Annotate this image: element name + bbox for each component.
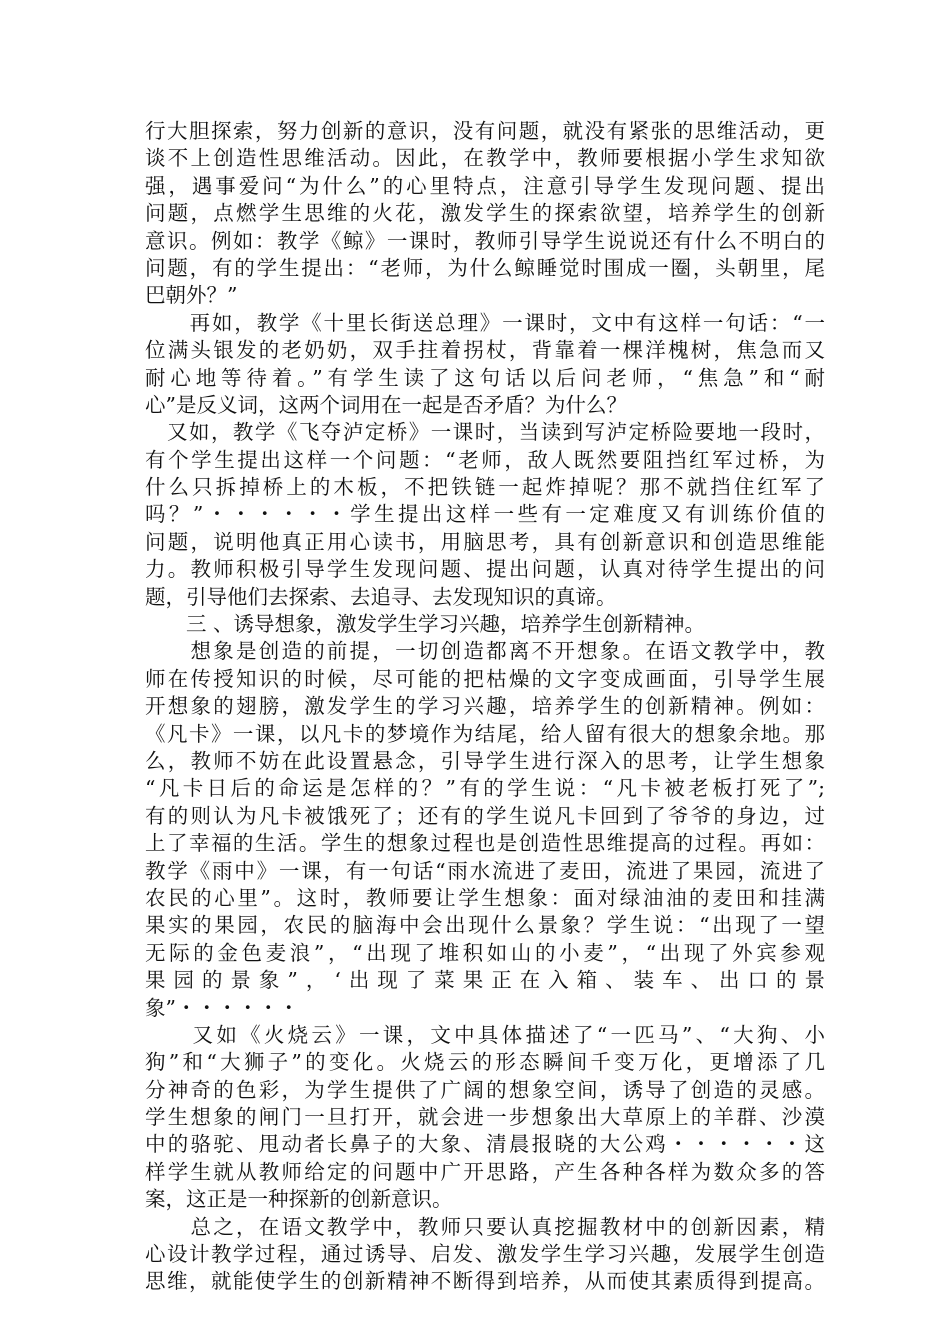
text-line: 教学《雨中》一课，有一句话“雨水流进了麦田，流进了果园，流进了 xyxy=(145,858,825,883)
text-line: 强，遇事爱问“为什么”的心里特点，注意引导学生发现问题、提出 xyxy=(145,173,825,198)
text-line: 果实的果园，农民的脑海中会出现什么景象？学生说：“出现了一望 xyxy=(145,913,825,938)
text-line: 题，引导他们去探索、去追寻、去发现知识的真谛。 xyxy=(145,584,617,609)
text-line: 总之，在语文教学中，教师只要认真挖掘教材中的创新因素，精 xyxy=(145,1214,825,1239)
text-line: 思维，就能使学生的创新精神不断得到培养，从而使其素质得到提高。 xyxy=(145,1269,825,1294)
text-line: 心设计教学过程，通过诱导、启发、激发学生学习兴趣，发展学生创造 xyxy=(145,1242,825,1267)
text-line: 象”・・・・・・ xyxy=(145,995,299,1020)
text-line: 意识。例如：教学《鲸》一课时，教师引导学生说说还有什么不明白的 xyxy=(145,228,825,253)
text-line: 巴朝外？” xyxy=(145,283,238,308)
text-line: 耐心地等待着。”有学生读了这句话以后问老师，“焦急”和“耐 xyxy=(145,365,825,390)
text-line: 样学生就从教师给定的问题中广开思路，产生各种各样为数众多的答 xyxy=(145,1159,825,1184)
text-line: 农民的心里”。这时，教师要让学生想象：面对绿油油的麦田和挂满 xyxy=(145,885,825,910)
text-line: “凡卡日后的命运是怎样的？”有的学生说：“凡卡被老板打死了”; xyxy=(145,776,825,801)
text-line: 么，教师不妨在此设置悬念，引导学生进行深入的思考，让学生想象 xyxy=(145,748,825,773)
text-line: 问题，点燃学生思维的火花，激发学生的探索欲望，培养学生的创新 xyxy=(145,201,825,226)
text-line: 果园的景象”，‘出现了菜果正在入箱、装车、出口的景 xyxy=(145,968,825,993)
text-line: 案，这正是一种探新的创新意识。 xyxy=(145,1187,453,1212)
text-line: 位满头银发的老奶奶，双手拄着拐杖，背靠着一棵洋槐树，焦急而又 xyxy=(145,338,825,363)
text-line: 《凡卡》一课，以凡卡的梦境作为结尾，给人留有很大的想象余地。那 xyxy=(145,721,825,746)
text-line: 力。教师积极引导学生发现问题、提出问题，认真对待学生提出的问 xyxy=(145,557,825,582)
text-line: 有个学生提出这样一个问题：“老师，敌人既然要阻挡红军过桥，为 xyxy=(145,447,825,472)
text-line: 无际的金色麦浪”，“出现了堆积如山的小麦”，“出现了外宾参观 xyxy=(145,940,825,965)
body-text xyxy=(145,118,825,1296)
document-page xyxy=(145,118,825,1296)
text-line: 学生想象的闸门一旦打开，就会进一步想象出大草原上的羊群、沙漠 xyxy=(145,1105,825,1130)
text-line: 什么只拆掉桥上的木板，不把铁链一起炸掉呢？那不就挡住红军了 xyxy=(145,475,825,500)
text-line: 狗”和“大狮子”的变化。火烧云的形态瞬间千变万化，更增添了几 xyxy=(145,1050,825,1075)
text-line: 问题，有的学生提出：“老师，为什么鲸睡觉时围成一圈，头朝里，尾 xyxy=(145,255,825,280)
text-line: 中的骆驼、甩动者长鼻子的大象、清晨报晓的大公鸡・・・・・・这 xyxy=(145,1132,825,1157)
text-line: 行大胆探索，努力创新的意识，没有问题，就没有紧张的思维活动，更 xyxy=(145,119,825,143)
text-line: 问题，说明他真正用心读书，用脑思考，具有创新意识和创造思维能 xyxy=(145,529,825,554)
text-line: 又如《火烧云》一课，文中具体描述了“一匹马”、“大狗、小 xyxy=(145,1022,825,1047)
text-line: 三 、诱导想象，激发学生学习兴趣，培养学生创新精神。 xyxy=(145,612,706,637)
text-line: 想象是创造的前提，一切创造都离不开想象。在语文教学中，教 xyxy=(145,639,825,664)
text-line: 开想象的翅膀，激发学生的学习兴趣，培养学生的创新精神。例如： xyxy=(145,694,825,719)
text-line: 再如，教学《十里长街送总理》一课时，文中有这样一句话：“一 xyxy=(145,310,825,335)
text-line: 吗？”・・・・・・学生提出这样一些有一定难度又有训练价值的 xyxy=(145,502,825,527)
text-line: 又如，教学《飞夺泸定桥》一课时，当读到写泸定桥险要地一段时， xyxy=(145,420,825,445)
text-line: 师在传授知识的时候，尽可能的把枯燥的文字变成画面，引导学生展 xyxy=(145,666,825,691)
text-line: 上了幸福的生活。学生的想象过程也是创造性思维提高的过程。再如： xyxy=(145,831,825,856)
text-line: 有的则认为凡卡被饿死了；还有的学生说凡卡回到了爷爷的身边，过 xyxy=(145,803,825,828)
text-line: 心”是反义词，这两个词用在一起是否矛盾？为什么？ xyxy=(145,392,627,417)
text-line: 谈不上创造性思维活动。因此，在教学中，教师要根据小学生求知欲 xyxy=(145,146,825,171)
text-line: 分神奇的色彩，为学生提供了广阔的想象空间，诱导了创造的灵感。 xyxy=(145,1077,825,1102)
